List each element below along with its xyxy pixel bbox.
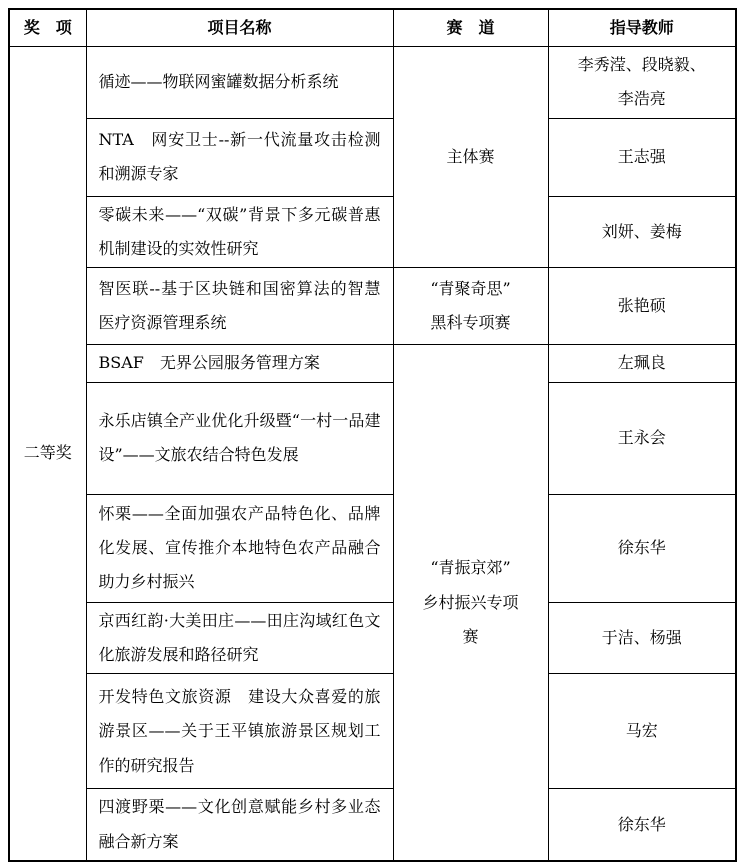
table-row: [9, 602, 736, 674]
teacher-cell: 王永会: [548, 382, 736, 494]
table-row: [9, 268, 736, 345]
table-row: [9, 345, 736, 382]
teacher-cell: 于洁、杨强: [548, 602, 736, 674]
table-row: [9, 674, 736, 789]
project-cell: 零碳未来——“双碳”背景下多元碳普惠机制建设的实效性研究: [86, 196, 393, 268]
project-cell: 循迹——物联网蜜罐数据分析系统: [86, 46, 393, 118]
teacher-cell: 王志强: [548, 118, 736, 196]
table-row: [9, 494, 736, 602]
table-row: [9, 382, 736, 494]
award-cell: 二等奖: [9, 46, 86, 861]
track-cell-qingju-qisi: “青聚奇思” 黑科专项赛: [393, 268, 548, 345]
header-row: [9, 9, 736, 46]
teacher-cell: 左珮良: [548, 345, 736, 382]
track-cell-main: 主体赛: [393, 46, 548, 268]
teacher-cell: 徐东华: [548, 494, 736, 602]
teacher-cell: 马宏: [548, 674, 736, 789]
project-cell: 京西红韵·大美田庄——田庄沟域红色文化旅游发展和路径研究: [86, 602, 393, 674]
project-cell: 怀栗——全面加强农产品特色化、品牌化发展、宣传推介本地特色农产品融合助力乡村振兴: [86, 494, 393, 602]
teacher-cell: 徐东华: [548, 789, 736, 861]
track-cell-qingzhen-jingjiao: “青振京郊” 乡村振兴专项 赛: [393, 345, 548, 861]
project-cell: 永乐店镇全产业优化升级暨“一村一品建设”——文旅农结合特色发展: [86, 382, 393, 494]
project-cell: BSAF 无界公园服务管理方案: [86, 345, 393, 382]
table-row: [9, 46, 736, 118]
header-project-name: 项目名称: [86, 9, 393, 46]
header-award: 奖 项: [9, 9, 86, 46]
project-cell: NTA 网安卫士--新一代流量攻击检测和溯源专家: [86, 118, 393, 196]
project-cell: 四渡野栗——文化创意赋能乡村多业态融合新方案: [86, 789, 393, 861]
teacher-cell: 张艳硕: [548, 268, 736, 345]
teacher-cell: 李秀滢、段晓毅、 李浩亮: [548, 46, 736, 118]
table-row: [9, 118, 736, 196]
document-sheet: [8, 8, 737, 862]
table-row: [9, 789, 736, 861]
teacher-cell: 刘妍、姜梅: [548, 196, 736, 268]
header-teacher: 指导教师: [548, 9, 736, 46]
project-cell: 开发特色文旅资源 建设大众喜爱的旅游景区——关于王平镇旅游景区规划工作的研究报告: [86, 674, 393, 789]
award-results-table: [8, 8, 737, 862]
project-cell: 智医联--基于区块链和国密算法的智慧医疗资源管理系统: [86, 268, 393, 345]
header-track: 赛 道: [393, 9, 548, 46]
table-row: [9, 196, 736, 268]
